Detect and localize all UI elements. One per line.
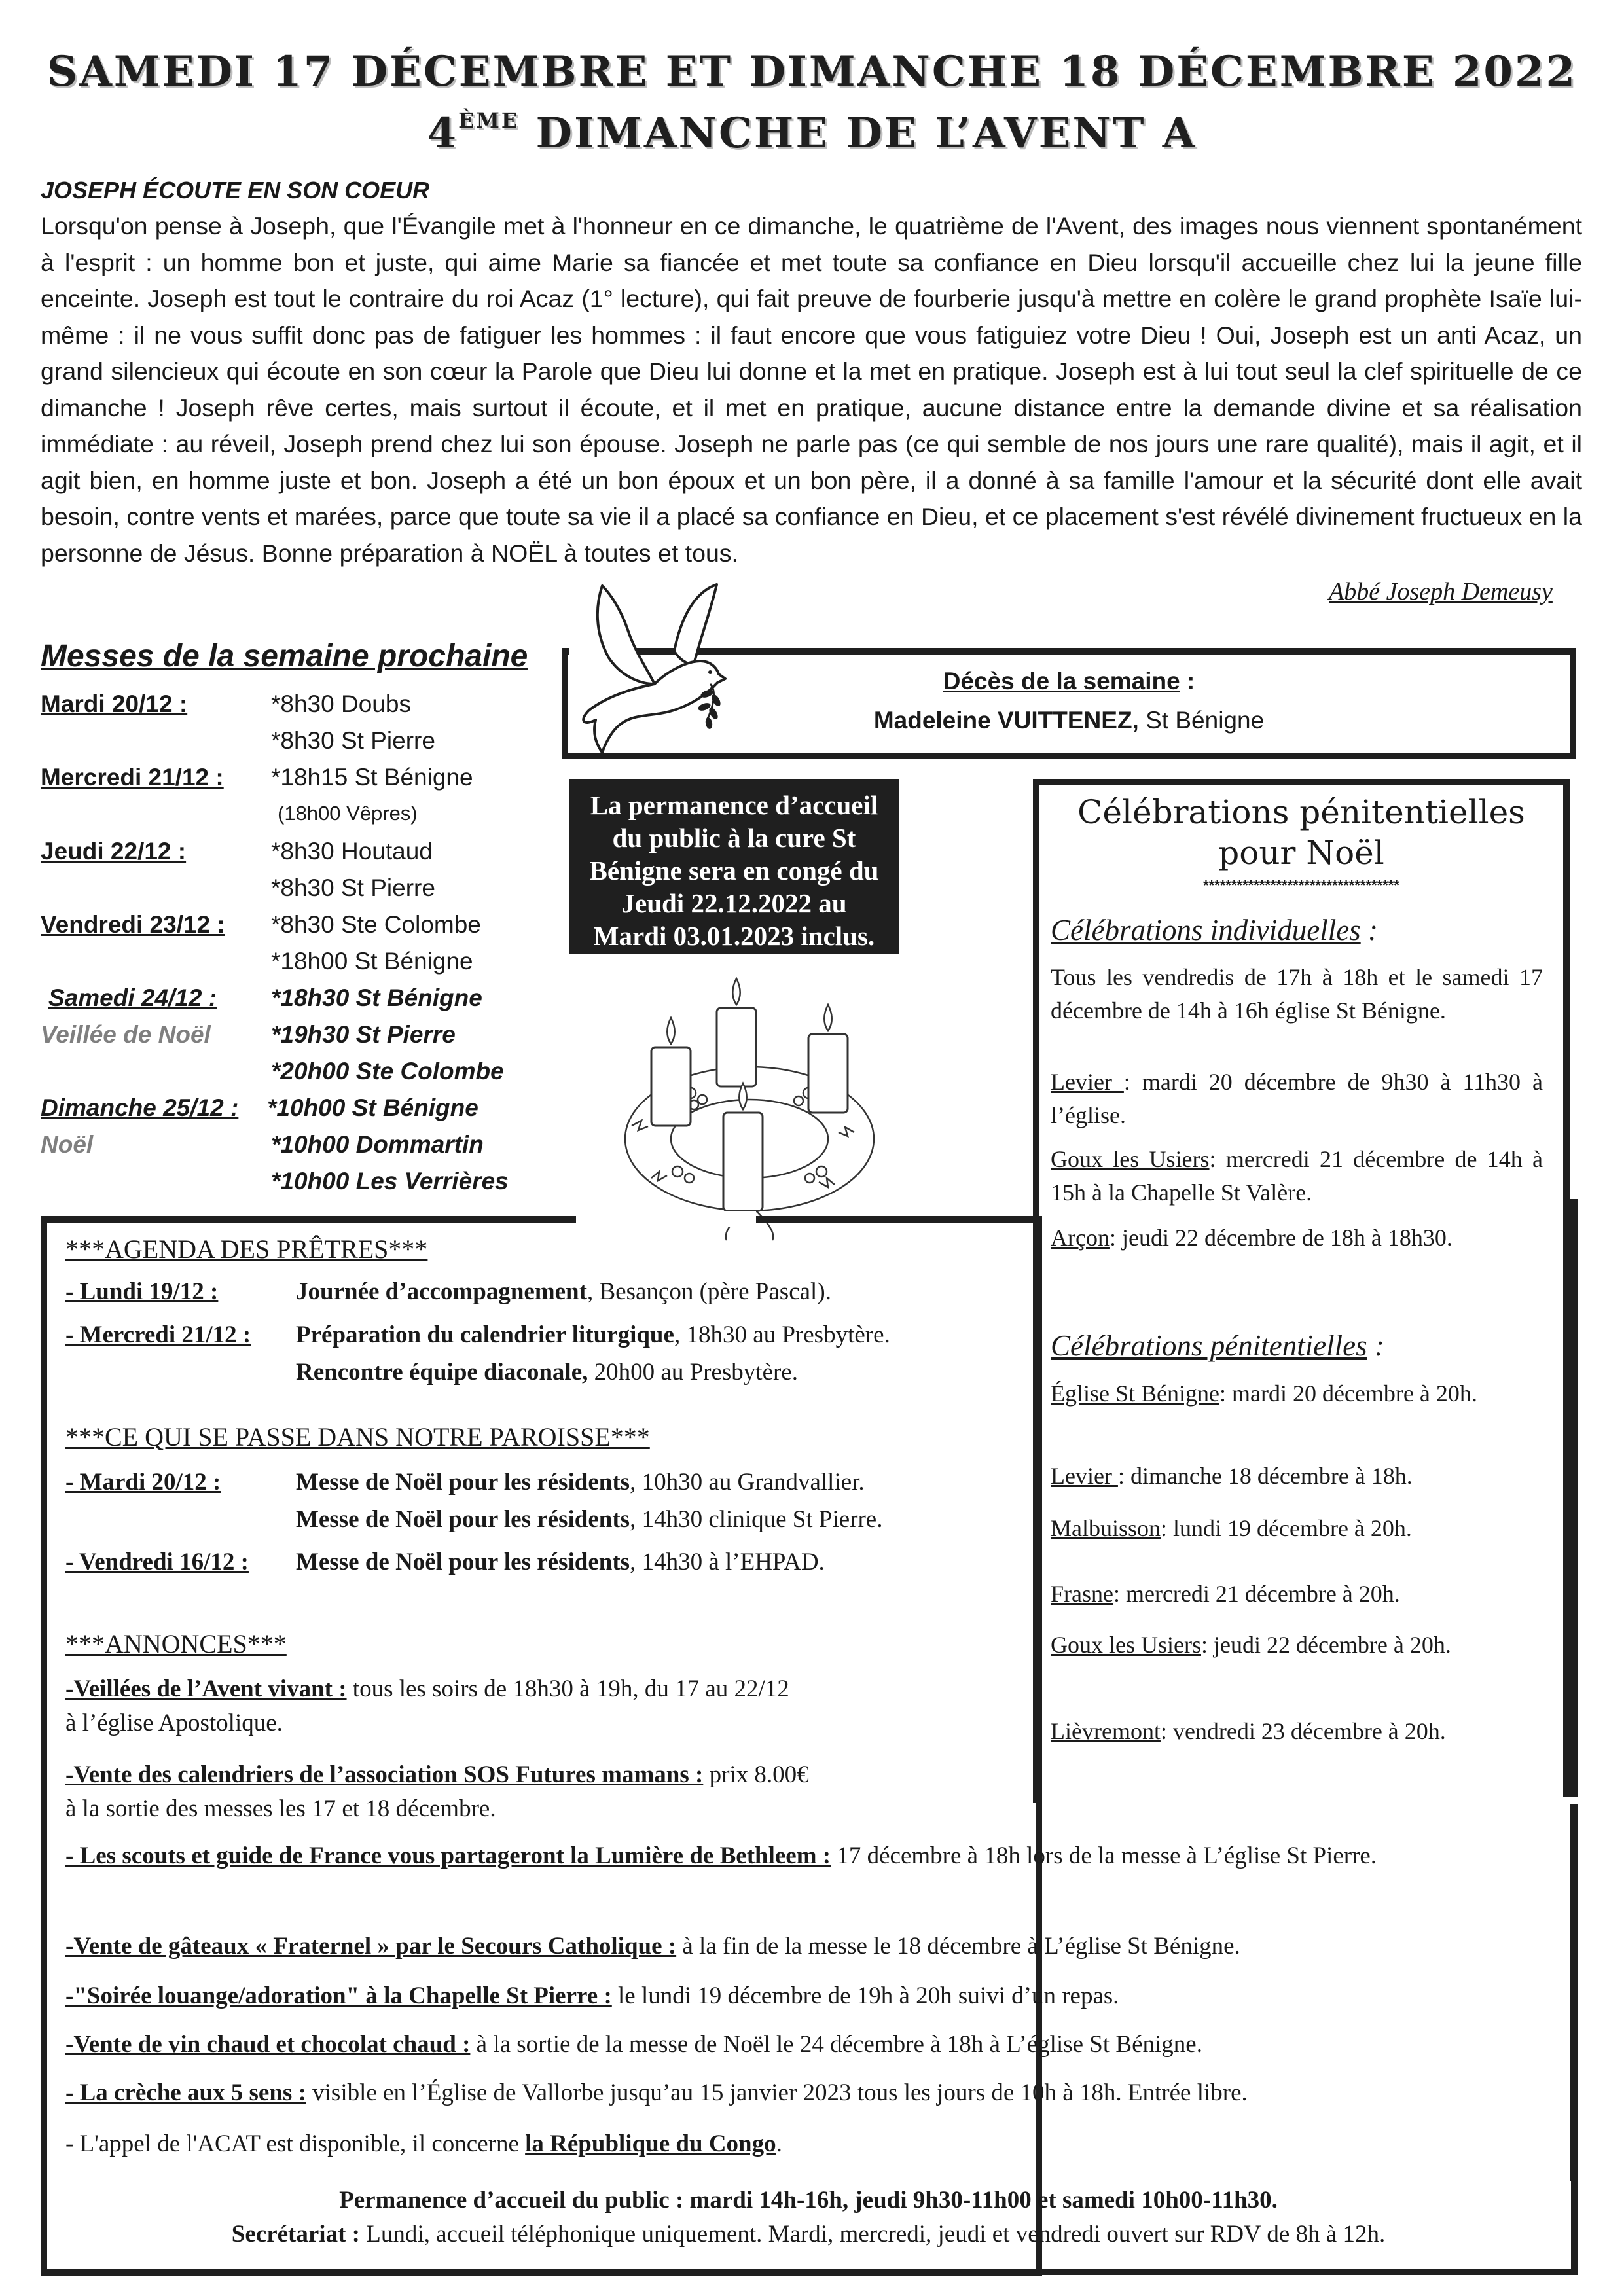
parish-text-bold: Messe de Noël pour les résidents [296,1549,630,1575]
agenda-text [296,1278,831,1306]
agenda-label: - Mercredi 21/12 : [65,1321,251,1348]
announcement-item [65,2076,1558,2110]
agenda-text [296,1321,890,1349]
mass-day: Samedi 24/12 : [48,984,217,1011]
parish-text-rest: , 14h30 à l’EHPAD. [630,1549,825,1575]
secretariat-label: Secrétariat : [231,2221,360,2248]
celebration-place: Église St Bénigne [1051,1380,1219,1407]
office-closure-notice [569,779,899,954]
announcement-item [65,1839,1558,1873]
announcement-text: à l’église Apostolique. [65,1710,283,1736]
parish-text [296,1468,865,1496]
mass-row [41,948,564,984]
subtitle-number: 4 [427,109,459,158]
mass-time: *8h30 Ste Colombe [271,911,481,938]
announcement-item [65,1758,1008,1826]
celebration-item [1051,1577,1543,1611]
mass-day: Mardi 20/12 : [41,691,188,717]
announcement-key: -Vente de vin chaud et chocolat chaud : [65,2031,471,2058]
announcement-text: tous les soirs de 18h30 à 19h, du 17 au 22/12 [346,1676,789,1702]
parish-label: - Mardi 20/12 : [65,1469,221,1496]
notice-line: Bénigne sera en congé du [589,855,879,886]
notice-line: Jeudi 22.12.2022 au [621,888,847,918]
mass-row [41,764,564,800]
deceased-place: St Bénigne [1138,707,1265,734]
celebration-text: : dimanche 18 décembre à 18h. [1117,1463,1413,1489]
mass-time: *8h30 St Pierre [271,874,435,901]
parish-heading: ***CE QUI SE PASSE DANS NOTRE PAROISSE*** [65,1422,650,1452]
celebrations-divider: *********************************** [1203,877,1399,893]
acat-text: - L'appel de l'ACAT est disponible, il concerne [65,2130,526,2157]
celebration-place: Frasne [1051,1581,1113,1607]
advent-wreath-icon [612,962,887,1244]
mass-day: Dimanche 25/12 : [41,1094,239,1121]
mass-time: *20h00 Ste Colombe [271,1058,504,1085]
mass-time: *8h30 Houtaud [271,838,433,865]
celebrations-title-line: pour Noël [1218,834,1384,872]
announcement-key: - Les scouts et guide de France vous partageront la Lumière de Bethleem : [65,1842,831,1869]
mass-row [41,1168,564,1204]
celebration-place: Lièvremont [1051,1718,1161,1744]
announcement-text: visible en l’Église de Vallorbe jusqu’au 15 janvier 2023 tous les jours de 10h à 18h. Entrée libre. [306,2079,1248,2106]
mass-row [41,838,564,874]
notice-line: du public à la cure St [612,823,856,853]
individual-heading: Célébrations individuelles : [1051,914,1378,946]
celebration-text: : mercredi 21 décembre à 20h. [1113,1581,1400,1607]
mass-time: *19h30 St Pierre [271,1021,456,1048]
editorial-body: Lorsqu'on pense à Joseph, que l'Évangile met à l'honneur en ce dimanche, le quatrième de l'Avent, des images nous viennent spontanément à l'esprit : un homme bon et juste, qui aime Marie sa fiancée et met toute sa confiance en Dieu lorsqu'il accueille chez lui la jeune fille enceinte. Joseph est tout le contraire du roi Acaz (1° lecture), qui fait preuve de fourberie jusqu'à mettre en colère le grand prophète Isaïe lui-même : il ne vous suffit donc pas de fatiguer les hommes : il faut encore que vous fatiguiez votre Dieu ! Oui, Joseph est un anti Acaz, un grand silencieux qui écoute en son cœur la Parole que Dieu lui donne et la met en pratique. Joseph est à lui tout seul la clef spirituelle de ce dimanche ! Joseph rêve certes, mais surtout il écoute, et il met en pratique, aucune distance entre la demande divine et sa réalisation immédiate : au réveil, Joseph prend chez lui son épouse. Joseph ne parle pas (ce qui semble de nos jours une rare qualité), mais il agit, et il agit bien, en homme juste et bon. Joseph a été un bon époux et un bon père, il a donné à sa famille l'amour et la sécurité dont elle avait besoin, contre vents et marées, parce que toute sa vie il a placé sa confiance en Dieu, et ce placement s'est révélé divinement fructueux en la personne de Jésus. Bonne préparation à NOËL à toutes et tous. [41,212,1582,567]
celebration-text: : mardi 20 décembre de 9h30 à 11h30 à l’église. [1051,1069,1543,1128]
announcement-item [65,1929,1558,1964]
celebration-item [1051,1143,1543,1210]
penitential-heading: Célébrations pénitentielles : [1051,1329,1384,1362]
secretariat-text: Lundi, accueil téléphonique uniquement. Mardi, mercredi, jeudi et vendredi ouvert sur RDV de 8h à 12h. [359,2221,1386,2248]
agenda-text-bold: Préparation du calendrier liturgique [296,1321,674,1348]
celebration-text: : mardi 20 décembre à 20h. [1219,1380,1477,1407]
mass-time: *8h30 St Pierre [271,727,435,754]
celebration-item [1051,1512,1543,1545]
mass-row [41,874,564,911]
acat-announcement [65,2127,1558,2161]
celebration-item [1051,1715,1543,1748]
announcement-item [65,2028,1558,2062]
agenda-text-rest: , Besançon (père Pascal). [586,1278,831,1305]
parish-text-rest: , 14h30 clinique St Pierre. [630,1506,883,1533]
announcement-key: -"Soirée louange/adoration" à la Chapelle St Pierre : [65,1982,612,2009]
announcement-item [65,1672,1008,1740]
mass-day: Mercredi 21/12 : [41,764,224,791]
mass-day: Vendredi 23/12 : [41,911,225,938]
announcement-text: prix 8.00€ [703,1761,809,1788]
agenda-text-bold: Rencontre équipe diaconale, [296,1359,588,1386]
mass-time: *10h00 Les Verrières [271,1168,509,1194]
announcement-text: à la fin de la messe le 18 décembre à L’église St Bénigne. [676,1933,1240,1960]
celebration-place: Malbuisson [1051,1515,1161,1541]
celebration-item [1051,961,1543,1028]
mass-row [41,1058,564,1094]
agenda-text-rest: 20h00 au Presbytère. [588,1359,798,1386]
editorial-signature: Abbé Joseph Demeusy [1329,578,1553,605]
deceased-name: Madeleine VUITTENEZ, [873,707,1139,734]
parish-label: - Vendredi 16/12 : [65,1549,249,1575]
announcement-key: -Veillées de l’Avent vivant : [65,1676,347,1702]
celebration-text: : lundi 19 décembre à 20h. [1161,1515,1412,1541]
parish-text [296,1548,825,1576]
notice-line: La permanence d’accueil [590,790,878,820]
celebration-place: Levier [1051,1069,1124,1095]
parish-text-rest: , 10h30 au Grandvallier. [630,1469,865,1496]
masses-title: Messes de la semaine prochaine [41,639,528,673]
parish-text [296,1505,882,1534]
parish-text-bold: Messe de Noël pour les résidents [296,1506,630,1533]
agenda-label: - Lundi 19/12 : [65,1278,219,1305]
deaths-title-colon: : [1180,668,1195,694]
announcements-heading: ***ANNONCES*** [65,1629,287,1659]
agenda-text [296,1358,798,1386]
mass-row [41,911,564,948]
mass-row [41,802,564,838]
celebration-text: Tous les vendredis de 17h à 18h et le samedi 17 décembre de 14h à 16h église St Bénigne. [1051,964,1543,1024]
announcement-text: à la sortie de la messe de Noël le 24 décembre à 18h à L’église St Bénigne. [470,2031,1202,2058]
announcement-text: à la sortie des messes les 17 et 18 décembre. [65,1795,496,1822]
mass-time: *18h15 St Bénigne [271,764,473,791]
dove-icon [576,579,740,762]
penitential-heading-text: Célébrations pénitentielles [1051,1329,1367,1362]
mass-row [41,1094,564,1131]
mass-time: *18h00 St Bénigne [271,948,473,975]
announcement-text: le lundi 19 décembre de 19h à 20h suivi d’un repas. [611,1982,1119,2009]
mass-day: Veillée de Noël [41,1021,211,1048]
notice-line: Mardi 03.01.2023 inclus. [593,921,875,951]
celebration-place: Goux les Usiers [1051,1146,1210,1172]
subtitle-ordinal: ÈME [458,108,520,133]
box-joint [1042,1797,1578,1804]
editorial-heading: JOSEPH ÉCOUTE EN SON COEUR [41,177,430,204]
agenda-heading: ***AGENDA DES PRÊTRES*** [65,1234,428,1264]
celebration-place: Levier [1051,1463,1118,1489]
announcement-key: -Vente des calendriers de l’association SOS Futures mamans : [65,1761,704,1788]
agenda-box-gap [576,1211,756,1227]
announcement-item [65,1979,1558,2013]
page-title: SAMEDI 17 DÉCEMBRE ET DIMANCHE 18 DÉCEMBRE 2022 [47,47,1577,96]
mass-row [41,691,564,727]
mass-row [41,727,564,764]
mass-time: *18h30 St Bénigne [271,984,482,1011]
celebrations-title-line: Célébrations pénitentielles [1077,793,1525,831]
celebration-item [1051,1460,1543,1493]
parish-text-bold: Messe de Noël pour les résidents [296,1469,630,1496]
mass-time: *10h00 St Bénigne [267,1094,478,1121]
celebration-item [1051,1628,1543,1662]
acat-end: . [776,2130,782,2157]
acat-link[interactable]: la République du Congo [525,2130,776,2157]
mass-day: Noël [41,1131,94,1158]
mass-time: *8h30 Doubs [271,691,411,717]
celebration-place: Arçon [1051,1225,1110,1251]
office-hours: Permanence d’accueil du public : mardi 14h-16h, jeudi 9h30-11h00 et samedi 10h00-11h30. [339,2187,1278,2214]
mass-time: (18h00 Vêpres) [278,802,418,825]
mass-row [41,1021,564,1058]
agenda-text-bold: Journée d’accompagnement [296,1278,587,1305]
announcement-key: - La crèche aux 5 sens : [65,2079,306,2106]
announcement-key: -Vente de gâteaux « Fraternel » par le Secours Catholique : [65,1933,677,1960]
agenda-text-rest: , 18h30 au Presbytère. [674,1321,890,1348]
celebration-text: : mercredi 21 décembre de 14h à 15h à la Chapelle St Valère. [1051,1146,1543,1206]
page-subtitle [0,108,1624,158]
celebration-item [1051,1066,1543,1132]
mass-day: Jeudi 22/12 : [41,838,187,865]
secretariat-hours [46,2220,1571,2248]
celebration-item [1051,1221,1543,1255]
celebration-item [1051,1377,1543,1410]
subtitle-text: DIMANCHE DE L’AVENT A [519,109,1197,158]
celebration-text: : jeudi 22 décembre de 18h à 18h30. [1109,1225,1453,1251]
celebration-text: : jeudi 22 décembre à 20h. [1200,1632,1451,1658]
mass-time: *10h00 Dommartin [271,1131,484,1158]
celebrations-title [1041,792,1562,873]
individual-heading-text: Célébrations individuelles [1051,914,1361,946]
deaths-title-text: Décès de la semaine [943,668,1180,694]
mass-row [41,1131,564,1168]
celebration-place: Goux les Usiers [1051,1632,1201,1658]
mass-row [41,984,564,1021]
announcement-text: 17 décembre à 18h lors de la messe à L’église St Pierre. [831,1842,1377,1869]
celebration-text: : vendredi 23 décembre à 20h. [1160,1718,1446,1744]
